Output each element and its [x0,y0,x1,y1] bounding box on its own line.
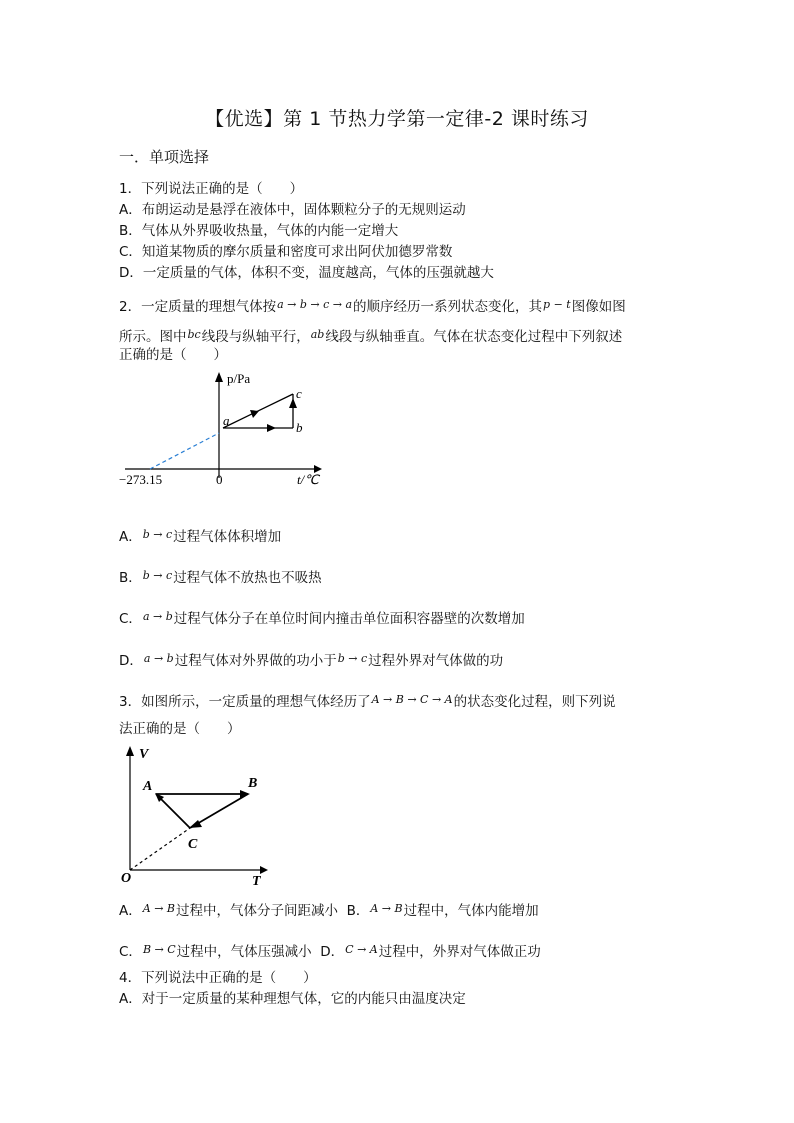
extrapolation-dashed-line [150,433,219,469]
q2-option-a-math: b → c [142,528,173,541]
q2-stem-text: 线段与纵轴垂直。气体在状态变化过程中下列叙述 [325,329,623,345]
q2-option-c-math: a → b [142,610,173,623]
point-B-label: B [248,776,258,791]
T-axis-arrow-icon [260,866,268,874]
q3-option-b: B．$^{A \to B}$过程中，气体内能增加 [346,902,539,919]
q2-stem-text: 的顺序经历一系列状态变化，其 [353,299,543,315]
p-axis-label: p/Pa [227,371,251,386]
q1-stem: 1．下列说法正确的是（ ） [119,181,304,197]
q2-option-b-math: b → c [142,569,173,582]
q2-process-math: a → b → c → a [277,298,353,311]
point-A-label: A [143,779,153,794]
q4-option-a: A．对于一定质量的某种理想气体，它的内能只由温度决定 [119,991,466,1007]
q3-options-ab [119,900,539,920]
arrow-ab-icon [267,424,276,432]
t-axis-label: t/℃ [297,472,319,487]
page-title: 【优选】第 1 节热力学第一定律-2 课时练习 [205,108,589,130]
origin-label: 0 [216,472,223,487]
origin-dashed-line [130,828,190,870]
V-axis-label: V [139,747,149,762]
q3-option-d: D．$^{C \to A}$过程中，外界对气体做正功 [320,943,541,960]
T-axis-label: T [252,874,261,888]
q2-option-d-math2: b → c [337,652,368,665]
p-axis-arrow-icon [215,372,223,382]
q3-stem-line1: 3．如图所示，一定质量的理想气体经历了$^{A \to B \to C \to A}$的状态变化过程，则下列说 [119,693,616,710]
q3-option-c-math: B → C [142,943,176,956]
point-C-label: C [188,837,198,852]
q3-process-math: A → B → C → A [371,693,453,706]
q2-stem-line3: 正确的是（ ） [119,347,227,363]
q3-option-a: A．$^{A \to B}$过程中，气体分子间距减小 [119,902,338,919]
q2-ab-math: ab [310,328,325,341]
q3-stem-line2: 法正确的是（ ） [119,721,241,737]
q1-option-b: B．气体从外界吸收热量，气体的内能一定增大 [119,223,399,239]
q3-option-b-math: A → B [370,902,403,915]
point-c-label: c [296,386,302,401]
q2-stem-line2 [119,326,622,346]
q2-stem-text: 所示。图中 [119,329,187,345]
q4-stem: 4．下列说法中正确的是（ ） [119,970,317,986]
q2-pt-diagram [115,366,330,496]
q3-options-cd [119,941,541,961]
q2-pt-math: p − t [543,298,571,311]
q2-stem-text: 2．一定质量的理想气体按 [119,299,277,315]
q2-option-c: C．$^{a \to b}$过程气体分子在单位时间内撞击单位面积容器壁的次数增加 [119,610,525,627]
q3-option-d-math: C → A [345,943,378,956]
q2-stem-text: 图像如图 [571,299,626,315]
q2-option-b: B．$^{b \to c}$过程气体不放热也不吸热 [119,569,322,586]
q2-stem-line1 [119,296,626,316]
x-intercept-label: −273.15 [119,472,163,487]
q3-option-a-math: A → B [142,902,175,915]
q2-option-d: D．$^{a \to b}$过程气体对外界做的功小于$^{b \to c}$过程外界对气体做的功 [119,652,504,669]
q1-option-d: D．一定质量的气体，体积不变，温度越高，气体的压强就越大 [119,265,494,281]
origin-O-label: O [121,871,132,886]
point-b-label: b [296,420,303,435]
q1-option-a: A．布朗运动是悬浮在液体中，固体颗粒分子的无规则运动 [119,202,466,218]
q3-option-c: C．$^{B \to C}$过程中，气体压强减小 [119,943,312,960]
q3-vt-diagram [118,742,273,888]
point-a-label: a [223,413,230,428]
V-axis-arrow-icon [126,746,134,756]
q2-option-d-math: a → b [143,652,174,665]
q1-option-c: C．知道某物质的摩尔质量和密度可求出阿伏加德罗常数 [119,244,453,260]
section-heading: 一．单项选择 [119,148,210,166]
q2-stem-text: 线段与纵轴平行， [201,329,310,345]
q2-bc-math: bc [187,328,201,341]
q2-option-a: A．$^{b \to c}$过程气体体积增加 [119,528,282,545]
